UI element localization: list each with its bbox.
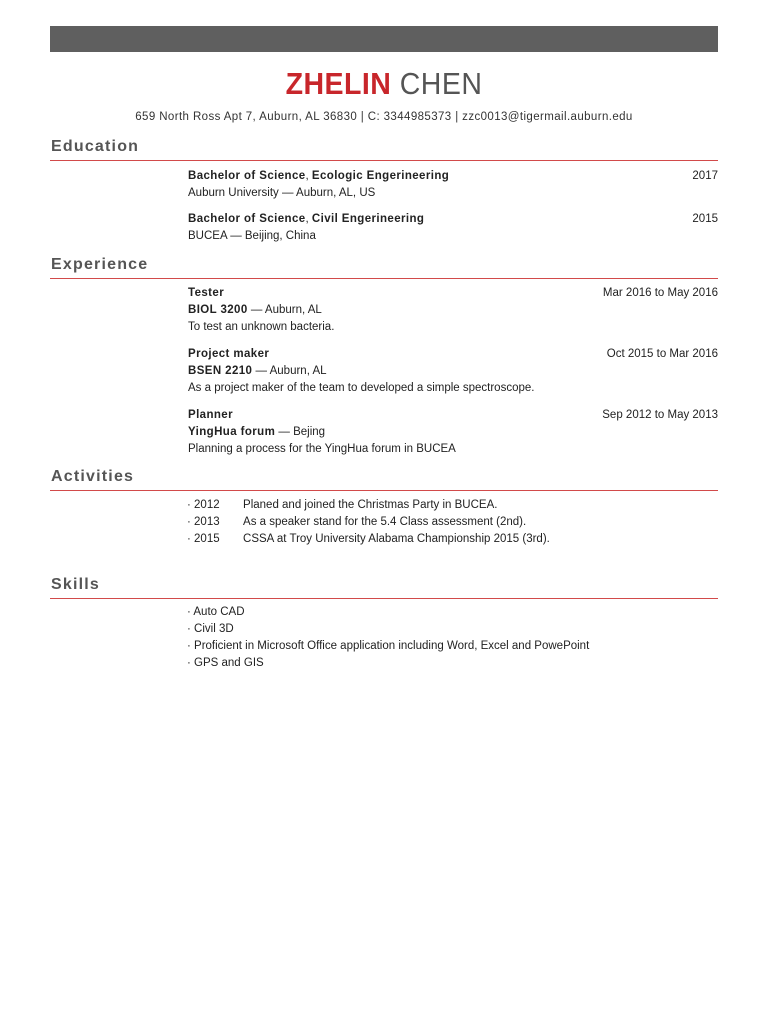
section-divider [50,598,718,599]
contact-info: 659 North Ross Apt 7, Auburn, AL 36830 | C: 3344985373 | zzc0013@tigermail.auburn.edu [135,111,633,123]
activity-item: · 2015 CSSA at Troy University Alabama Championship 2015 (3rd). [187,531,717,548]
experience-role: Tester [188,287,225,299]
section-title-experience: Experience [51,256,149,273]
school: Auburn University [188,187,279,199]
first-name: ZHELIN [285,66,392,101]
education-school-line: BUCEA — Beijing, China [188,230,316,242]
skill-text: Proficient in Microsoft Office application including Word, Excel and PowePoint [194,640,590,652]
school-location: Beijing, China [244,230,316,242]
degree: Bachelor of Science [188,170,306,182]
header-bar [50,26,718,52]
experience-description: To test an unknown bacteria. [188,321,335,333]
skill-text: Auto CAD [193,606,245,618]
activity-item: · 2013 As a speaker stand for the 5.4 Class assessment (2nd). [187,514,717,531]
section-divider [50,278,718,279]
education-entry [188,168,718,202]
experience-role: Planner [188,409,233,421]
experience-dates: Oct 2015 to Mar 2016 [606,348,718,360]
activity-text: As a speaker stand for the 5.4 Class assessment (2nd). [243,516,527,528]
experience-location: Auburn, AL [269,365,327,377]
skill-item: · Proficient in Microsoft Office application including Word, Excel and PowePoint [187,640,590,652]
education-degree-line: Bachelor of Science, Civil Engerineering [188,213,425,225]
education-year: 2015 [692,213,718,225]
activity-text: CSSA at Troy University Alabama Championship 2015 (3rd). [243,533,550,545]
school-location: Auburn, AL, US [296,187,376,199]
field: Ecologic Engerineering [311,170,450,182]
skill-text: Civil 3D [194,623,234,635]
experience-org: BIOL 3200 [188,304,248,316]
section-title-activities: Activities [51,468,135,485]
skill-item: · GPS and GIS [187,657,264,669]
section-title-education: Education [51,138,140,155]
education-degree-line: Bachelor of Science, Ecologic Engerineering [188,170,450,182]
experience-dates: Sep 2012 to May 2013 [602,409,718,421]
experience-entry [188,346,718,397]
section-title-skills: Skills [51,576,101,593]
resume-name [31,66,738,102]
section-divider [50,490,718,491]
school: BUCEA [188,230,227,242]
activities-list [187,497,717,548]
experience-org: BSEN 2210 [188,365,253,377]
education-school-line: Auburn University — Auburn, AL, US [188,187,376,199]
experience-location: Bejing [293,426,326,438]
experience-entry [188,285,718,336]
experience-entry [188,407,718,458]
activity-item: · 2012 Planed and joined the Christmas Party in BUCEA. [187,497,717,514]
activity-year: 2013 [194,516,220,528]
experience-dates: Mar 2016 to May 2016 [602,287,718,299]
experience-org: YingHua forum [188,426,276,438]
activity-year: 2012 [194,499,220,511]
skill-text: GPS and GIS [194,657,264,669]
skills-list [187,604,717,672]
skill-item: · Civil 3D [187,623,234,635]
degree: Bachelor of Science [188,213,306,225]
experience-org-line: YingHua forum — Bejing [188,426,326,438]
education-entry [188,211,718,245]
education-year: 2017 [692,170,718,182]
experience-org-line: BSEN 2210 — Auburn, AL [188,365,327,377]
section-divider [50,160,718,161]
activity-year: 2015 [194,533,220,545]
field: Civil Engerineering [311,213,425,225]
experience-location: Auburn, AL [264,304,322,316]
experience-description: Planning a process for the YingHua forum in BUCEA [188,443,456,455]
experience-description: As a project maker of the team to developed a simple spectroscope. [188,382,535,394]
experience-role: Project maker [188,348,270,360]
skill-item: · Auto CAD [187,606,245,618]
experience-org-line: BIOL 3200 — Auburn, AL [188,304,322,316]
last-name: CHEN [399,66,483,101]
activity-text: Planed and joined the Christmas Party in BUCEA. [243,499,498,511]
